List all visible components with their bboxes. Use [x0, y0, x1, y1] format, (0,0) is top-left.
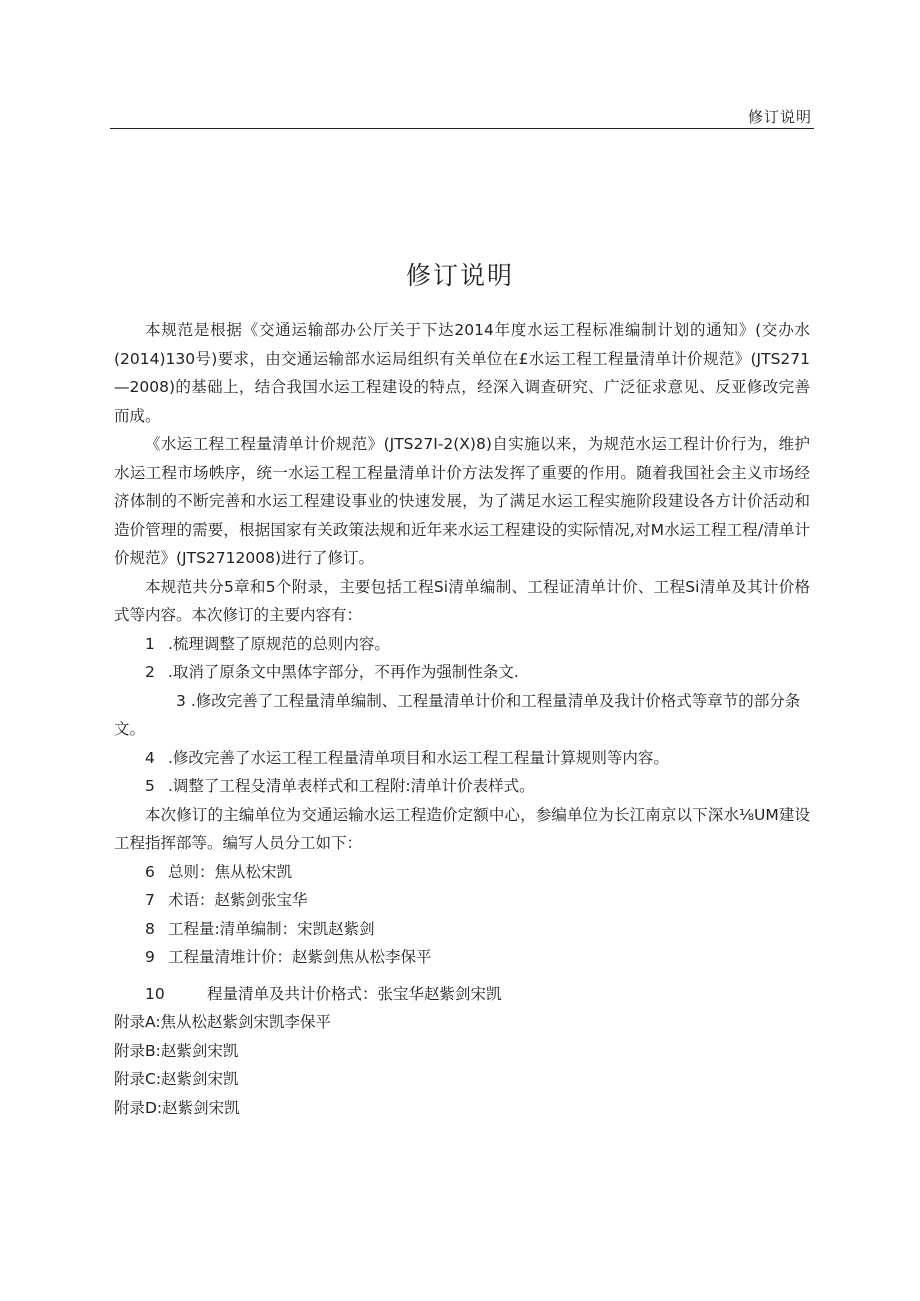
assignment-text: 程量清单及共计价格式：张宝华赵紫剑宋凯 — [207, 984, 502, 1003]
revision-number: 3 — [176, 691, 186, 710]
assignment-number: 7 — [145, 891, 155, 909]
assignment-number: 9 — [145, 948, 155, 966]
document-body — [114, 316, 810, 1122]
paragraph-basis: 本规范是根据《交通运输部办公厅关于下达2014年度水运工程标准编制计划的通知》(交办水(2014)130号)要求，由交通运输部水运局组织有关单位在£水运工程工程量清单计价规范》(JTS271—2008)的基础上，结合我国水运工程建设的特点，经深入调查研究、广泛征求意见、反亚修改完善而成。 — [114, 321, 810, 425]
assignment-item — [114, 915, 810, 944]
assignment-number: 6 — [145, 862, 155, 881]
appendix-item: 附录C:赵紫剑宋凯 — [114, 1070, 239, 1088]
running-header-title: 修订说明 — [747, 108, 812, 126]
assignment-text: 工程量:清单编制：宋凯赵紫剑 — [167, 919, 375, 938]
revision-item — [114, 687, 810, 744]
revision-item — [114, 744, 810, 773]
revision-text: .修改完善了水运工程工程量清单项目和水运工程工程量计算规则等内容。 — [167, 748, 669, 767]
assignment-item — [114, 858, 810, 887]
assignment-number: 10 — [145, 984, 165, 1003]
assignment-item — [114, 980, 810, 1009]
revision-number: 1 — [145, 634, 155, 653]
appendix-item: 附录D:赵紫剑宋凯 — [114, 1098, 240, 1117]
assignment-item — [114, 943, 810, 972]
page-title: 修订说明 — [405, 261, 514, 290]
revision-item — [114, 658, 810, 687]
revision-number: 2 — [145, 663, 155, 681]
paragraph-background: 《水运工程工程量清单计价规范》(JTS27I-2(X)8)自实施以来，为规范水运工程计价行为，维护水运工程市场帙序，统一水运工程工程量清单计价方法发挥了重要的作用。随着我国社会主义市场经济体制的不断完善和水运工程建设事业的快速发展，为了满足水运工程实施阶段建设各方计价活动和造价管理的需要，根据国家有关政策法规和近年来水运工程建设的实际情况,对M水运工程工程/清单计价规范》(JTS2712008)进行了修订。 — [114, 435, 810, 567]
running-header — [110, 104, 814, 129]
assignment-text: 工程量清堆计价：赵紫剑焦从松李保平 — [167, 948, 432, 966]
assignment-text: 总则：焦从松宋凯 — [167, 862, 292, 881]
assignment-text: 术语：赵紫剑张宝华 — [167, 891, 308, 909]
appendix-item: 附录B:赵紫剑宋凯 — [114, 1041, 239, 1060]
revision-text: .调整了工程殳清单表样式和工程附:清单计价表样式。 — [167, 777, 535, 795]
paragraph-editors: 本次修订的主编单位为交通运输水运工程造价定额中心，参编单位为长江南京以下深水⅛UM建设工程指挥部等。编写人员分工如下： — [114, 805, 810, 852]
revision-number: 4 — [145, 748, 155, 767]
revision-item — [114, 772, 810, 801]
revision-item — [114, 630, 810, 659]
revision-text: .修改完善了工程量清单编制、工程量清单计价和工程量清单及我计价格式等章节的部分条文。 — [114, 691, 801, 738]
paragraph-scope: 本规范共分5章和5个附录，主要包括工程Si清单编制、工程证清单计价、工程Si清单及其计价格式等内容。本次修订的主要内容有： — [114, 577, 810, 624]
assignment-item — [114, 886, 810, 915]
revision-text: .梳理调整了原规范的总则内容。 — [167, 634, 390, 653]
revision-number: 5 — [145, 777, 155, 795]
appendix-item: 附录A:焦从松赵紫剑宋凯李保平 — [114, 1013, 332, 1031]
revision-text: .取消了原条文中黑体字部分，不再作为强制性条文. — [167, 663, 519, 681]
assignment-number: 8 — [145, 919, 155, 938]
